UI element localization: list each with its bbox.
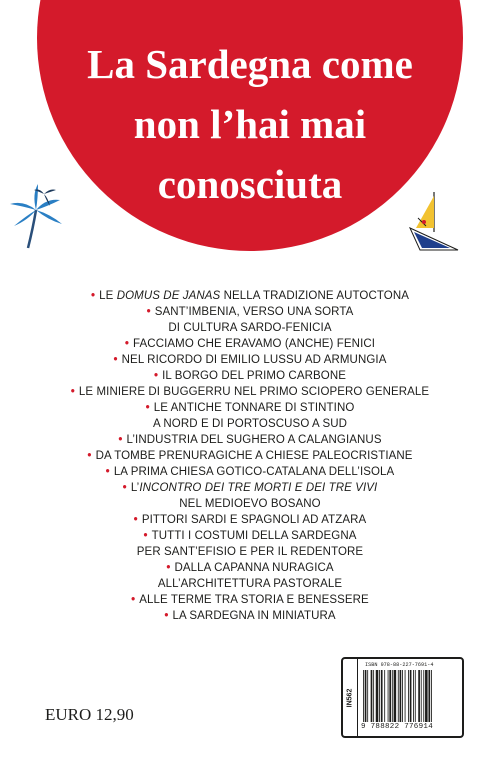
bullet: • (70, 386, 75, 398)
list-item: • L’INDUSTRIA DEL SUGHERO A CALANGIANUS (118, 434, 382, 446)
bullet: • (146, 306, 151, 318)
product-code-tab (343, 659, 358, 736)
headline-line-2: non l’hai mai (133, 101, 367, 147)
list-item: • TUTTI I COSTUMI DELLA SARDEGNA (143, 530, 357, 542)
list-item-continuation: ALL’ARCHITETTURA PASTORALE (157, 578, 343, 590)
list-item-continuation: NEL MEDIOEVO BOSANO (179, 498, 321, 510)
barcode-bar (392, 670, 393, 722)
bullet: • (166, 562, 171, 574)
barcode-bar (415, 670, 416, 722)
barcode-bar (413, 670, 414, 722)
list-item: • SANT’IMBENIA, VERSO UNA SORTA (146, 306, 354, 318)
list-item: • DA TOMBE PRENURAGICHE A CHIESE PALEOCRISTIANE (87, 450, 413, 462)
list-item: • LA PRIMA CHIESA GOTICO-CATALANA DELL’ISOLA (105, 466, 395, 478)
list-item-continuation: DI CULTURA SARDO-FENICIA (168, 322, 332, 334)
barcode-bar (418, 670, 420, 722)
barcode-bar (428, 670, 430, 722)
list-item-continuation: PER SANT’EFISIO E PER IL REDENTORE (136, 546, 364, 558)
barcode-bar (381, 670, 383, 722)
barcode-bar (400, 670, 402, 722)
bullet: • (131, 594, 136, 606)
isbn-text: ISBN 978-88-227-7691-4 (365, 662, 434, 668)
list-item: • LE MINIERE DI BUGGERRU NEL PRIMO SCIOPERO GENERALE (70, 386, 430, 398)
barcode-bar (363, 670, 364, 722)
barcode-bar (379, 670, 380, 722)
bullet: • (124, 338, 130, 350)
bullet: • (143, 530, 148, 542)
list-item: • FACCIAMO CHE ERAVAMO (ANCHE) FENICI (124, 338, 376, 350)
bullet: • (133, 514, 138, 526)
bullet: • (87, 450, 92, 462)
barcode-bar (394, 670, 397, 722)
barcode-bar (389, 670, 391, 722)
bullet: • (105, 466, 110, 478)
bullet: • (118, 434, 123, 446)
bullet: • (90, 290, 96, 302)
barcode-bar (423, 670, 424, 722)
barcode-bar (402, 670, 403, 722)
barcode-bar (421, 670, 422, 722)
bullet: • (113, 354, 118, 366)
list-item: • PITTORI SARDI E SPAGNOLI AD ATZARA (133, 514, 367, 526)
barcode-bar (388, 670, 389, 722)
list-item: • NEL RICORDO DI EMILIO LUSSU AD ARMUNGIA (113, 354, 387, 366)
list-item: • LE ANTICHE TONNARE DI STINTINO (145, 402, 355, 414)
bullet: • (145, 402, 150, 414)
headline (0, 34, 500, 214)
barcode-bar (410, 670, 412, 722)
bullet: • (153, 370, 159, 382)
palm-tree-icon (6, 180, 66, 250)
list-item: • DALLA CAPANNA NURAGICA (166, 562, 334, 574)
price-label: EURO 12,90 (45, 705, 134, 724)
barcode-bar (376, 670, 379, 722)
barcode-bar (408, 670, 409, 722)
barcode-box (341, 657, 464, 738)
barcode-bar (405, 670, 406, 722)
barcode-bar (398, 670, 399, 722)
sailboat-icon (400, 188, 466, 254)
barcode-bar (384, 670, 385, 722)
headline-line-3: conosciuta (157, 161, 343, 207)
list-item: • IL BORGO DEL PRIMO CARBONE (153, 370, 346, 382)
list-item: • ALLE TERME TRA STORIA E BENESSERE (131, 594, 369, 606)
list-item-continuation: A NORD E DI PORTOSCUSO A SUD (152, 418, 348, 430)
headline-line-1: La Sardegna come (87, 41, 413, 87)
barcode-bar (373, 670, 374, 722)
bullet: • (122, 482, 127, 494)
barcode-digits: 9 788822 776914 (361, 723, 434, 731)
list-item: • LA SARDEGNA IN MINIATURA (164, 610, 336, 622)
list-item: • LE DOMUS DE JANAS NELLA TRADIZIONE AUTOCTONA (90, 290, 409, 302)
list-item: • L’INCONTRO DEI TRE MORTI E DEI TRE VIVI (122, 482, 378, 494)
barcode-bar (367, 670, 368, 722)
barcode-bar (365, 670, 367, 722)
contents-list (30, 290, 470, 626)
barcode-bar (425, 670, 428, 722)
bullet: • (164, 610, 169, 622)
barcode-bar (431, 670, 432, 722)
barcode-bar (371, 670, 373, 722)
product-code: IN562 (346, 688, 354, 707)
barcode-bars (363, 670, 457, 722)
